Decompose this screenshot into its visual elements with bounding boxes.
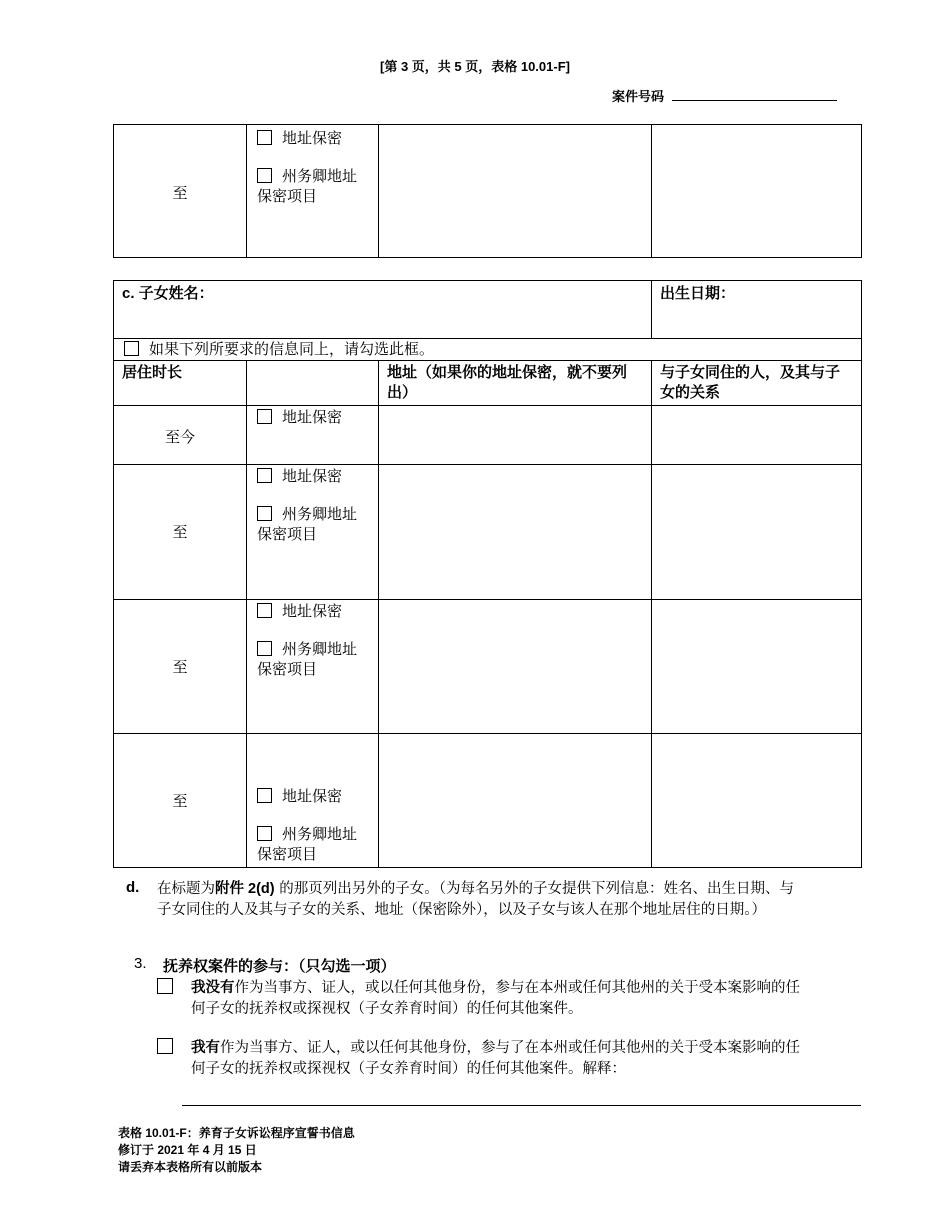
confidential-options-cell: [247, 465, 379, 600]
option1-line2: 何子女的抚养权或探视权（子女养育时间）的任何其他案件。: [191, 1001, 583, 1017]
person-cell[interactable]: [652, 600, 862, 734]
section-d-text-before: 在标题为: [157, 881, 215, 897]
checkbox[interactable]: [257, 130, 272, 145]
case-number-row: [612, 86, 837, 105]
option2-text: 作为当事方、证人，或以任何其他身份，参与了在本州或任何其他州的关于受本案影响的任: [220, 1040, 800, 1056]
date-cell[interactable]: [114, 734, 247, 868]
address-confidential-label: 地址保密: [282, 602, 343, 620]
date-to-label: 至: [172, 184, 188, 202]
date-to-label: 至: [172, 658, 188, 676]
footer-form-title: 表格 10.01-F：养育子女诉讼程序宣誓书信息: [118, 1126, 355, 1140]
option2-line2: 何子女的抚养权或探视权（子女养育时间）的任何其他案件。解释：: [191, 1061, 626, 1077]
col-person-label: 与子女同住的人，及其与子女的关系: [660, 364, 841, 401]
secretary-of-state-label: 州务卿地址: [282, 825, 358, 843]
date-to-label: 至: [172, 792, 188, 810]
option1-text: 作为当事方、证人，或以任何其他身份，参与在本州或任何其他州的关于受本案影响的任: [234, 980, 800, 996]
section-3-title: 抚养权案件的参与：（只勾选一项）: [163, 958, 396, 975]
page-label: [第 3 页，共 5 页，表格 10.01-F]: [380, 59, 570, 74]
address-confidential-option[interactable]: [257, 601, 342, 621]
checkbox[interactable]: [257, 603, 272, 618]
address-cell[interactable]: [379, 600, 652, 734]
secretary-of-state-option[interactable]: [257, 824, 357, 864]
secretary-of-state-label: 州务卿地址: [282, 167, 358, 185]
date-cell[interactable]: [114, 465, 247, 600]
person-cell[interactable]: [652, 406, 862, 465]
option-did-participate[interactable]: [157, 1037, 857, 1080]
secretary-of-state-label-2: 保密项目: [257, 845, 318, 863]
person-cell[interactable]: [652, 734, 862, 868]
address-cell[interactable]: [379, 465, 652, 600]
address-confidential-option[interactable]: [257, 407, 342, 427]
child-c-table: [113, 280, 862, 868]
secretary-of-state-label: 州务卿地址: [282, 640, 358, 658]
checkbox[interactable]: [257, 641, 272, 656]
date-cell[interactable]: [114, 406, 247, 465]
checkbox[interactable]: [257, 168, 272, 183]
address-confidential-label: 地址保密: [282, 787, 343, 805]
address-confidential-label: 地址保密: [282, 129, 343, 147]
date-to-label: 至: [172, 523, 188, 541]
footer: [118, 1125, 355, 1176]
footer-discard-notice: 请丢弃本表格所有以前版本: [118, 1160, 263, 1174]
secretary-of-state-label-2: 保密项目: [257, 660, 318, 678]
section-d-letter: d.: [126, 879, 140, 896]
address-cell[interactable]: [379, 125, 652, 258]
checkbox[interactable]: [257, 826, 272, 841]
child-name-cell[interactable]: [114, 281, 652, 339]
checkbox[interactable]: [157, 978, 173, 994]
address-confidential-label: 地址保密: [282, 408, 343, 426]
section-d-text: [157, 879, 857, 921]
address-cell[interactable]: [379, 734, 652, 868]
option1-bold: 我没有: [191, 979, 235, 996]
date-to-present-label: 至今: [164, 428, 195, 446]
address-cell[interactable]: [379, 406, 652, 465]
secretary-of-state-option[interactable]: [257, 639, 357, 679]
secretary-of-state-label: 州务卿地址: [282, 505, 358, 523]
case-number-field[interactable]: [672, 100, 837, 101]
same-info-option[interactable]: [114, 339, 861, 360]
checkbox[interactable]: [124, 341, 139, 356]
confidential-options-cell: [247, 125, 379, 258]
address-confidential-label: 地址保密: [282, 467, 343, 485]
checkbox[interactable]: [257, 468, 272, 483]
person-cell[interactable]: [652, 125, 862, 258]
same-info-label: 如果下列所要求的信息同上，请勾选此框。: [149, 340, 435, 358]
col-duration-header: [114, 361, 247, 406]
option2-bold: 我有: [191, 1039, 220, 1056]
address-confidential-option[interactable]: [257, 786, 342, 806]
checkbox[interactable]: [257, 788, 272, 803]
attachment-reference: 附件 2(d): [215, 881, 275, 897]
col-duration-label: 居住时长: [122, 364, 183, 381]
secretary-of-state-option[interactable]: [257, 504, 357, 544]
confidential-options-cell: [247, 734, 379, 868]
case-number-label: 案件号码: [612, 89, 665, 104]
person-cell[interactable]: [652, 465, 862, 600]
checkbox[interactable]: [257, 506, 272, 521]
secretary-of-state-option[interactable]: [257, 166, 357, 206]
checkbox[interactable]: [157, 1038, 173, 1054]
same-info-row: [114, 339, 862, 361]
secretary-of-state-label-2: 保密项目: [257, 525, 318, 543]
dob-label: 出生日期：: [660, 285, 736, 302]
footer-revision: 修订于 2021 年 4 月 15 日: [118, 1143, 257, 1157]
section-d-text-after: 的那页列出另外的子女。（为每名另外的子女提供下列信息：姓名、出生日期、与: [274, 881, 794, 897]
col-address-label: 地址（如果你的地址保密，就不要列出）: [387, 364, 628, 401]
explanation-line[interactable]: [182, 1105, 861, 1106]
col-person-header: [652, 361, 862, 406]
date-cell[interactable]: [114, 125, 247, 258]
address-confidential-option[interactable]: [257, 466, 342, 486]
confidential-options-cell: [247, 600, 379, 734]
address-confidential-option[interactable]: [257, 128, 342, 148]
section-3-number: 3.: [134, 955, 147, 972]
confidential-options-cell: [247, 406, 379, 465]
section-d-line2: 子女同住的人及其与子女的关系、地址（保密除外），以及子女与该人在那个地址居住的日期。）: [157, 902, 766, 918]
child-name-label: c. 子女姓名：: [122, 285, 214, 302]
dob-cell[interactable]: [652, 281, 862, 339]
secretary-of-state-label-2: 保密项目: [257, 187, 318, 205]
col-address-header: [379, 361, 652, 406]
option-did-not-participate[interactable]: [157, 977, 857, 1020]
checkbox[interactable]: [257, 409, 272, 424]
col-blank-header: [247, 361, 379, 406]
date-cell[interactable]: [114, 600, 247, 734]
top-residence-table: [113, 124, 862, 258]
